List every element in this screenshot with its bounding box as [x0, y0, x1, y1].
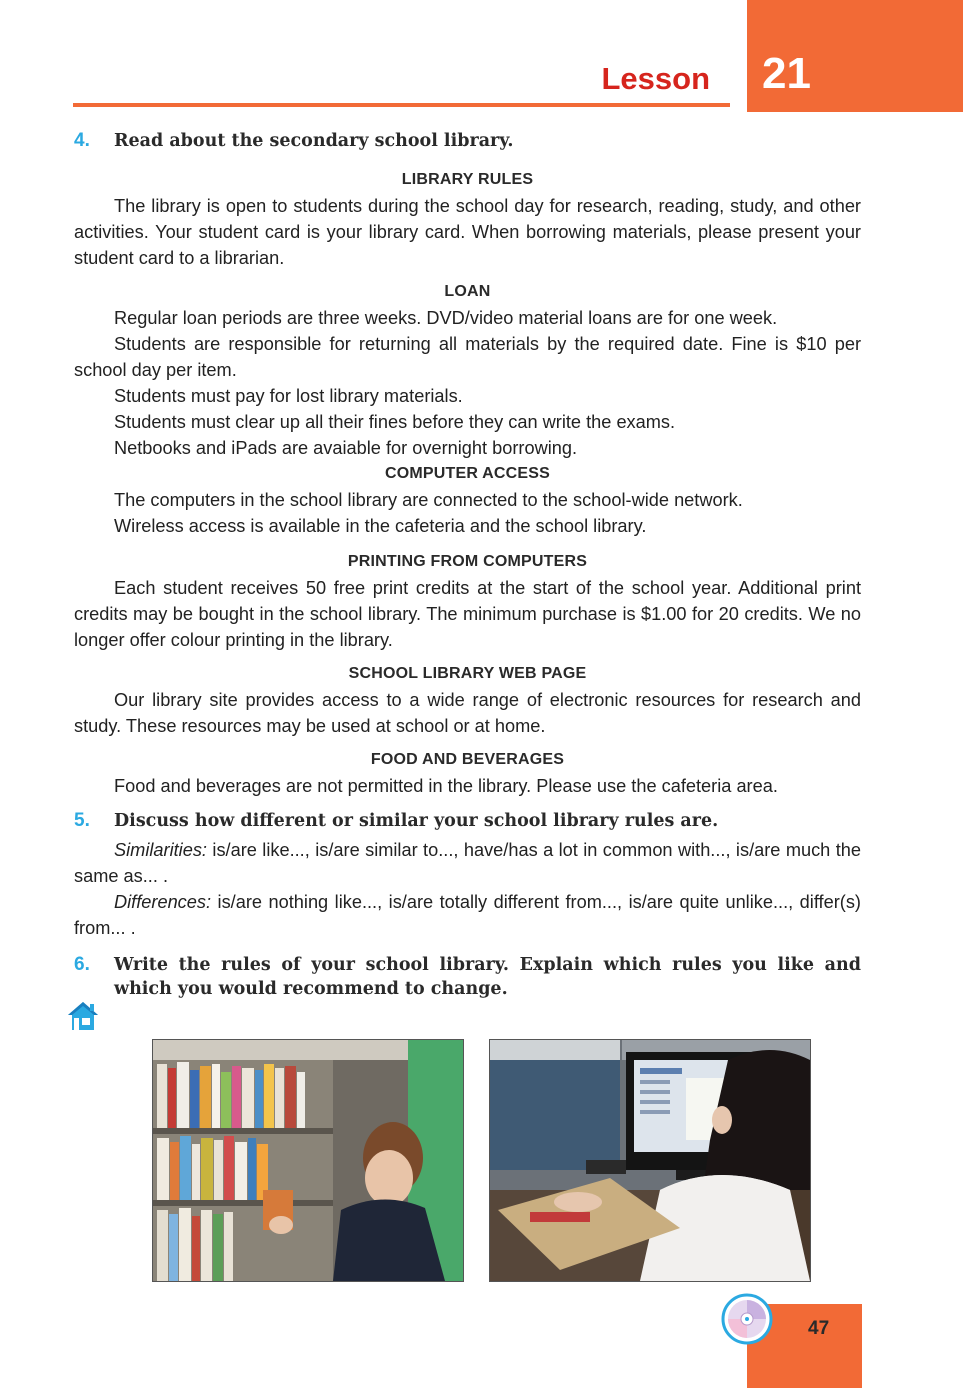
- task-instruction: Write the rules of your school library. Explain which rules you like and which you would recommend to change.: [114, 955, 861, 999]
- task-instruction: Read about the secondary school library.: [114, 131, 514, 151]
- section-food: [74, 747, 861, 799]
- task-4: [74, 129, 861, 153]
- computer-user-photo: [489, 1039, 811, 1282]
- paragraph: Regular loan periods are three weeks. DVD/video material loans are for one week.: [114, 308, 778, 328]
- section-heading: PRINTING FROM COMPUTERS: [347, 553, 588, 570]
- paragraph: Wireless access is available in the cafeteria and the school library.: [114, 516, 647, 536]
- section-heading: FOOD AND BEVERAGES: [370, 751, 565, 768]
- task-6: [74, 953, 861, 1001]
- paragraph: Our library site provides access to a wide range of electronic resources for research and study. These resources may be used at school or at home.: [74, 690, 861, 736]
- paragraph: Netbooks and iPads are avaiable for overnight borrowing.: [114, 438, 578, 458]
- paragraph: Students must clear up all their fines before they can write the exams.: [114, 412, 676, 432]
- paragraph: The computers in the school library are connected to the school-wide network.: [114, 490, 743, 510]
- differences-label: Differences:: [114, 892, 212, 912]
- paragraph: Students are responsible for returning all materials by the required date. Fine is $10 per school day per item.: [74, 334, 861, 380]
- section-library-rules: [74, 167, 861, 271]
- section-heading: COMPUTER ACCESS: [384, 465, 551, 482]
- task-number: 4.: [74, 130, 90, 151]
- task-number: 5.: [74, 810, 90, 831]
- header-rule: [73, 103, 730, 107]
- cd-icon: [721, 1293, 773, 1345]
- similarities-text: is/are like..., is/are similar to..., have/has a lot in common with..., is/are much the same as... .: [74, 840, 861, 886]
- section-printing: [74, 549, 861, 653]
- paragraph: The library is open to students during the school day for research, reading, study, and other activities. Your student card is your library card. When borrowing materials, please present your student card to a librarian.: [74, 196, 861, 268]
- task-number: 6.: [74, 954, 90, 975]
- paragraph: Each student receives 50 free print credits at the start of the school year. Additional print credits may be bought in the school library. The minimum purchase is $1.00 for 20 credits. We no longer offer colour printing in the library.: [74, 578, 861, 650]
- differences-text: is/are nothing like..., is/are totally different from..., is/are quite unlike..., differ(s) from... .: [74, 892, 861, 938]
- library-bookshelf-photo: [152, 1039, 464, 1282]
- section-heading: LIBRARY RULES: [401, 171, 534, 188]
- task-instruction: Discuss how different or similar your school library rules are.: [114, 811, 719, 831]
- section-loan: [74, 279, 861, 461]
- page-content: [74, 129, 861, 1001]
- lesson-number: 21: [762, 49, 811, 98]
- paragraph: Students must pay for lost library materials.: [114, 386, 463, 406]
- page-number: 47: [808, 1318, 830, 1339]
- paragraph: Food and beverages are not permitted in the library. Please use the cafeteria area.: [114, 776, 778, 796]
- photo-row: [152, 1039, 812, 1282]
- lesson-label: Lesson: [601, 61, 710, 96]
- section-web-page: [74, 661, 861, 739]
- house-icon: [66, 1000, 100, 1032]
- section-heading: LOAN: [444, 283, 491, 300]
- section-computer-access: [74, 461, 861, 539]
- differences-paragraph: [74, 889, 861, 941]
- section-heading: SCHOOL LIBRARY WEB PAGE: [348, 665, 587, 682]
- similarities-label: Similarities:: [114, 840, 207, 860]
- similarities-paragraph: [74, 837, 861, 889]
- task-5: [74, 809, 861, 833]
